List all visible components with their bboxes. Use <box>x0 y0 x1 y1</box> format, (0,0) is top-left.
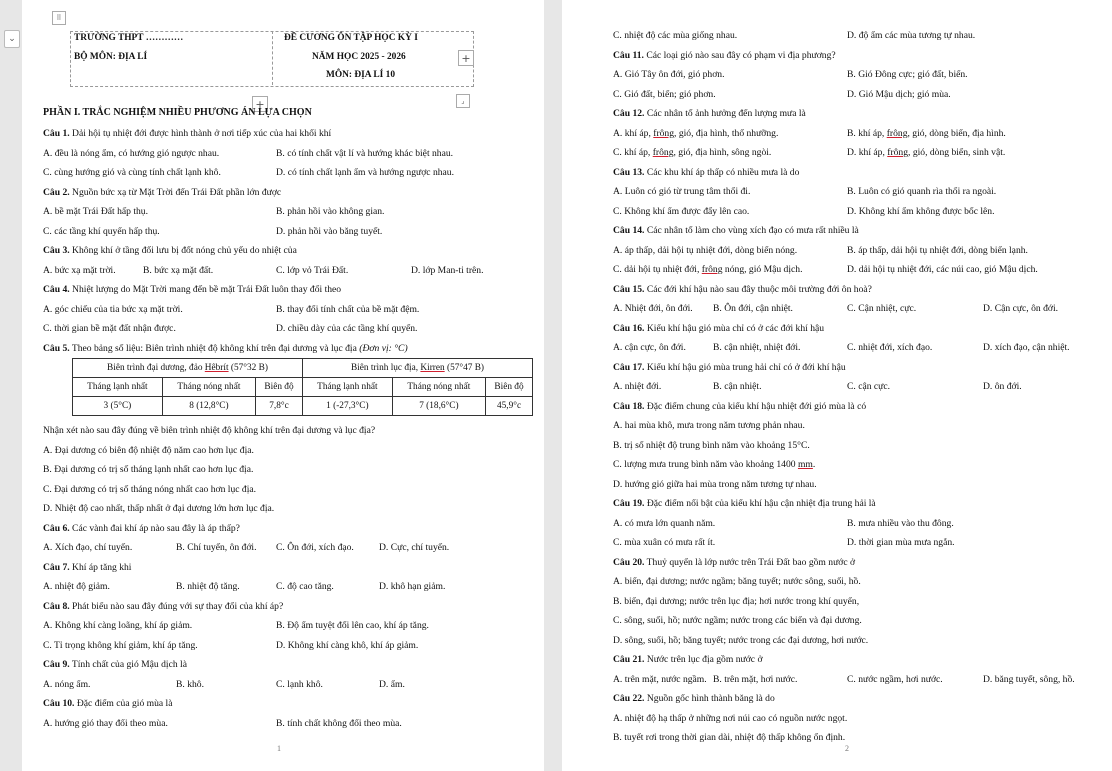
text-line: A. biển, đại dương; nước ngầm; băng tuyết; nước sông, suối, hồ. <box>613 576 861 587</box>
question-line: Câu 9. Tính chất của gió Mậu dịch là <box>43 659 187 670</box>
question-line: Câu 10. Đặc điểm của gió mùa là <box>43 698 173 709</box>
answer-option: B. Gió Đông cực; gió đất, biển. <box>847 69 968 80</box>
answer-option: D. ôn đới. <box>983 381 1022 392</box>
text-line: A. Đại dương có biên độ nhiệt độ năm cao hơn lục địa. <box>43 444 254 456</box>
answer-option: C. Ôn đới, xích đạo. <box>276 542 354 553</box>
doc-title: ĐỀ CƯƠNG ÔN TẬP HỌC KỲ I <box>284 33 418 43</box>
text-line: B. tuyết rơi trong thời gian dài, nhiệt độ thấp không ổn định. <box>613 732 846 743</box>
question-line: Câu 18. Đặc điểm chung của kiểu khí hậu nhiệt đới gió mùa là có <box>613 400 867 412</box>
answer-option: C. cận cực. <box>847 381 891 392</box>
question-line: Câu 6. Các vành đai khí áp nào sau đây là áp thấp? <box>43 522 240 534</box>
question-line: Câu 22. Nguồn gốc hình thành băng là do <box>613 693 775 704</box>
document-page-2 <box>562 0 1112 771</box>
answer-option: D. ẩm. <box>379 678 405 690</box>
answer-option: D. băng tuyết, sông, hồ. <box>983 673 1075 685</box>
document-page-1 <box>22 0 544 771</box>
question-line: Câu 7. Khí áp tăng khi <box>43 561 132 573</box>
answer-option: D. lớp Man-ti trên. <box>411 264 484 276</box>
text-line: D. sông, suối, hồ; băng tuyết; nước trong các đại dương, hơi nước. <box>613 634 869 646</box>
answer-option: A. bề mặt Trái Đất hấp thụ. <box>43 206 148 217</box>
answer-option: C. lớp vỏ Trái Đất. <box>276 264 349 276</box>
table-cell: 1 (-27,3°C) <box>302 397 392 416</box>
question-line: Câu 16. Kiểu khí hậu gió mùa chỉ có ở các đới khí hậu <box>613 322 825 334</box>
answer-option: C. Tỉ trọng không khí giảm, khí áp tăng. <box>43 639 198 651</box>
table-cell: 8 (12,8°C) <box>162 397 255 416</box>
answer-option: B. bức xạ mặt đất. <box>143 264 214 276</box>
answer-option: B. Độ ẩm tuyệt đối lên cao, khí áp tăng. <box>276 620 429 631</box>
page-number: 2 <box>845 744 849 753</box>
text-line: C. lượng mưa trung bình năm vào khoảng 1400 mm. <box>613 459 816 470</box>
answer-option: C. Cận nhiệt, cực. <box>847 303 917 314</box>
answer-option: A. khí áp, frông, gió, địa hình, thổ nhưỡng. <box>613 127 779 139</box>
question-line: Câu 13. Các khu khí áp thấp có nhiều mưa là do <box>613 166 800 178</box>
table-group-header: Biên trình lục địa, Kirren (57°47 B) <box>302 359 532 378</box>
answer-option: A. nhiệt đới. <box>613 381 662 392</box>
text-line: B. trị số nhiệt độ trung bình năm vào khoảng 15°C. <box>613 439 810 451</box>
answer-option: A. cận cực, ôn đới. <box>613 342 686 353</box>
answer-option: D. khô hạn giảm. <box>379 581 446 592</box>
answer-option: A. trên mặt, nước ngầm. <box>613 673 707 685</box>
subject-line: MÔN: ĐỊA LÍ 10 <box>326 70 396 80</box>
answer-option: B. Chí tuyến, ôn đới. <box>176 542 257 553</box>
answer-option: A. áp thấp, dải hội tụ nhiệt đới, dòng biển nóng. <box>613 244 798 256</box>
table-cell: 45,9°c <box>486 397 533 416</box>
answer-option: B. thay đổi tính chất của bề mặt đệm. <box>276 303 420 315</box>
question-line: Câu 15. Các đới khí hậu nào sau đây thuộc môi trường đới ôn hoà? <box>613 283 872 295</box>
question-line: Câu 2. Nguồn bức xạ từ Mặt Trời đến Trái Đất phần lớn được <box>43 186 282 198</box>
question-line: Câu 21. Nước trên lục địa gồm nước ở <box>613 654 763 665</box>
answer-option: C. nhiệt đới, xích đạo. <box>847 342 933 353</box>
header-divider <box>272 31 273 85</box>
answer-option: D. xích đạo, cận nhiệt. <box>983 342 1070 353</box>
answer-option: C. các tầng khí quyển hấp thụ. <box>43 225 160 237</box>
answer-option: B. tính chất không đổi theo mùa. <box>276 717 402 729</box>
answer-option: A. Nhiệt đới, ôn đới. <box>613 303 693 314</box>
answer-option: C. mùa xuân có mưa rất ít. <box>613 537 716 548</box>
answer-option: B. cận nhiệt. <box>713 381 762 392</box>
answer-option: C. Không khí ẩm được đẩy lên cao. <box>613 205 750 217</box>
table-group-header: Biên trình đại dương, đảo Hêbrít (57°32 B) <box>73 359 303 378</box>
text-line: B. Đại dương có trị số tháng lạnh nhất cao hơn lục địa. <box>43 464 254 475</box>
text-line: A. nhiệt độ hạ thấp ở những nơi núi cao có nguồn nước ngọt. <box>613 712 848 724</box>
answer-option: C. nhiệt độ các mùa giống nhau. <box>613 30 738 41</box>
answer-option: D. thời gian mùa mưa ngắn. <box>847 537 955 548</box>
answer-option: A. Gió Tây ôn đới, gió phơn. <box>613 69 725 80</box>
table-header: Tháng nóng nhất <box>162 378 255 397</box>
question-line: Câu 11. Các loại gió nào sau đây có phạm vi địa phương? <box>613 49 836 61</box>
answer-option: B. trên mặt, hơi nước. <box>713 673 798 685</box>
answer-option: A. Luôn có gió từ trung tâm thổi đi. <box>613 186 751 197</box>
answer-option: A. nhiệt độ giảm. <box>43 581 110 592</box>
answer-option: C. thời gian bề mặt đất nhận được. <box>43 323 176 334</box>
section-title: PHẦN I. TRẮC NGHIỆM NHIỀU PHƯƠNG ÁN LỰA CHỌN <box>43 107 312 118</box>
resize-corner-icon[interactable]: ⌟ <box>456 94 470 108</box>
table-cell: 3 (5°C) <box>73 397 163 416</box>
answer-option: B. có tính chất vật lí và hướng khác biệt nhau. <box>276 147 454 159</box>
page-number: 1 <box>277 744 281 753</box>
question-line: Câu 14. Các nhân tố làm cho vùng xích đạo có mưa rất nhiều là <box>613 225 859 236</box>
school-name: TRƯỜNG THPT ………… <box>74 33 184 43</box>
plus-icon[interactable]: + <box>252 96 268 112</box>
table-header: Tháng lạnh nhất <box>302 378 392 397</box>
answer-option: C. khí áp, frông, gió, địa hình, sông ngòi. <box>613 147 772 158</box>
table-header: Biên độ <box>256 378 303 397</box>
department: BỘ MÔN: ĐỊA LÍ <box>74 52 148 62</box>
question-line: Câu 4. Nhiệt lượng do Mặt Trời mang đến bề mặt Trái Đất luôn thay đổi theo <box>43 284 342 295</box>
text-line: C. sông, suối, hồ; nước ngầm; nước trong các biển và đại dương. <box>613 615 862 626</box>
question-line: Câu 1. Dải hội tụ nhiệt đới được hình thành ở nơi tiếp xúc của hai khối khí <box>43 128 332 139</box>
answer-option: C. dải hội tụ nhiệt đới, frông nóng, gió Mậu dịch. <box>613 264 803 275</box>
text-line: D. hướng gió giữa hai mùa trong năm tương tự nhau. <box>613 478 817 490</box>
answer-option: D. độ ẩm các mùa tương tự nhau. <box>847 30 976 41</box>
table-cell: 7 (18,6°C) <box>392 397 485 416</box>
answer-option: B. phản hồi vào không gian. <box>276 206 385 217</box>
school-year: NĂM HỌC 2025 - 2026 <box>312 52 406 62</box>
table-cell: 7,8°c <box>256 397 303 416</box>
move-handle-icon[interactable]: ⠿ <box>52 11 66 25</box>
text-line: Nhận xét nào sau đây đúng về biên trình nhiệt độ không khí trên đại dương và lục địa? <box>43 425 376 436</box>
answer-option: D. Cực, chí tuyến. <box>379 542 450 553</box>
table-header: Tháng lạnh nhất <box>73 378 163 397</box>
answer-option: D. Gió Mậu dịch; gió mùa. <box>847 88 951 100</box>
question-line: Câu 3. Không khí ở tầng đối lưu bị đốt nóng chủ yếu do nhiệt của <box>43 245 297 256</box>
answer-option: A. Không khí càng loãng, khí áp giảm. <box>43 620 193 631</box>
answer-option: D. phản hồi vào băng tuyết. <box>276 225 383 237</box>
question-line: Câu 12. Các nhân tố ảnh hưởng đến lượng mưa là <box>613 108 806 119</box>
question-line: Câu 5. Theo bảng số liệu: Biên trình nhiệt độ không khí trên đại dương và lục địa (Đơn vị: °C) <box>43 342 408 354</box>
text-line: D. Nhiệt độ cao nhất, thấp nhất ở đại dương lớn hơn lục địa. <box>43 503 275 514</box>
answer-option: D. có tính chất lạnh ẩm và hướng ngược nhau. <box>276 167 454 178</box>
answer-option: C. Gió đất, biển; gió phơn. <box>613 88 716 100</box>
answer-option: A. đều là nóng ẩm, có hướng gió ngược nhau. <box>43 147 220 159</box>
question-line: Câu 17. Kiểu khí hậu gió mùa trung hải chỉ có ở đới khí hậu <box>613 361 846 373</box>
answer-option: D. dải hội tụ nhiệt đới, các núi cao, gió Mậu dịch. <box>847 264 1038 275</box>
answer-option: D. chiều dày của các tầng khí quyển. <box>276 323 418 334</box>
answer-option: C. độ cao tăng. <box>276 581 334 592</box>
text-line: C. Đại dương có trị số tháng nóng nhất cao hơn lục địa. <box>43 483 257 495</box>
answer-option: B. cận nhiệt, nhiệt đới. <box>713 342 801 353</box>
answer-option: B. khí áp, frông, gió, dòng biển, địa hình. <box>847 127 1006 139</box>
question-line: Câu 20. Thuỷ quyển là lớp nước trên Trái Đất bao gồm nước ở <box>613 556 856 568</box>
text-line: B. biển, đại dương; nước trên lục địa; hơi nước trong khí quyển, <box>613 595 860 607</box>
temperature-table <box>72 358 533 416</box>
answer-option: B. áp thấp, dải hội tụ nhiệt đới, dòng biển lạnh. <box>847 244 1028 256</box>
answer-option: A. nóng ẩm. <box>43 678 91 690</box>
answer-option: A. Xích đạo, chí tuyến. <box>43 542 133 553</box>
plus-icon[interactable]: + <box>458 50 474 66</box>
answer-option: B. Ôn đới, cận nhiệt. <box>713 303 793 314</box>
answer-option: B. Luôn có gió quanh rìa thổi ra ngoài. <box>847 186 997 197</box>
answer-option: D. Không khí càng khô, khí áp giảm. <box>276 639 419 651</box>
answer-option: A. hướng gió thay đổi theo mùa. <box>43 717 168 729</box>
answer-option: C. nước ngầm, hơi nước. <box>847 673 943 685</box>
answer-option: B. mưa nhiều vào thu đông. <box>847 517 954 529</box>
answer-option: D. Không khí ẩm không được bốc lên. <box>847 205 995 217</box>
question-line: Câu 19. Đặc điểm nổi bật của kiểu khí hậu cận nhiệt địa trung hải là <box>613 498 876 509</box>
table-header: Biên độ <box>486 378 533 397</box>
text-line: A. hai mùa khô, mưa trong năm tương phản nhau. <box>613 420 805 431</box>
answer-option: A. có mưa lớn quanh năm. <box>613 517 716 529</box>
answer-option: C. lạnh khô. <box>276 678 323 690</box>
answer-option: A. bức xạ mặt trời. <box>43 264 116 276</box>
answer-option: C. cùng hướng gió và cùng tính chất lạnh khô. <box>43 167 221 178</box>
answer-option: D. khí áp, frông, gió, dòng biển, sinh vật. <box>847 147 1006 158</box>
answer-option: D. Cận cực, ôn đới. <box>983 303 1059 314</box>
answer-option: B. khô. <box>176 678 204 690</box>
answer-option: B. nhiệt độ tăng. <box>176 581 240 592</box>
answer-option: A. góc chiếu của tia bức xạ mặt trời. <box>43 303 183 315</box>
chevron-down-icon[interactable]: ⌄ <box>4 30 20 48</box>
question-line: Câu 8. Phát biểu nào sau đây đúng với sự thay đổi của khí áp? <box>43 600 284 612</box>
table-header: Tháng nóng nhất <box>392 378 485 397</box>
